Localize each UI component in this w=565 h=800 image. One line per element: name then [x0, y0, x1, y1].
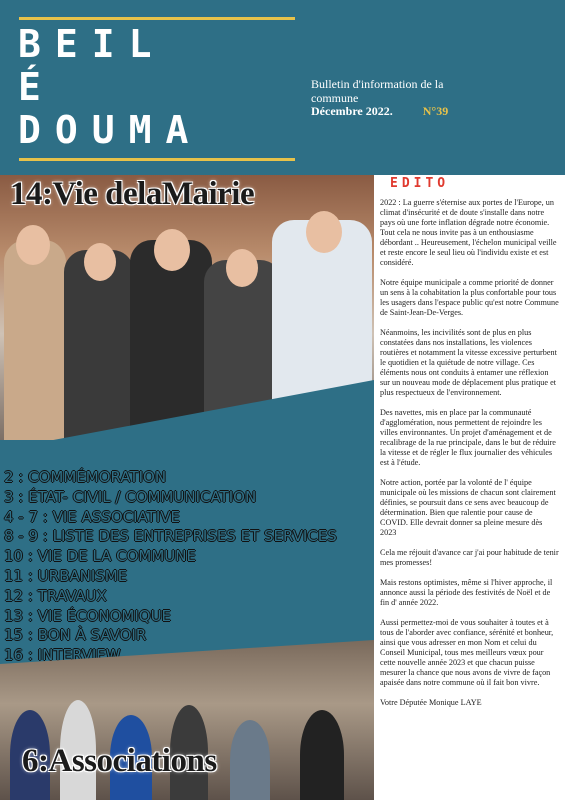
- issue-row: [311, 104, 448, 119]
- logo-line-1: BEIL: [18, 22, 166, 66]
- toc-item: 3 : ÉTAT- CIVIL / COMMUNICATION: [4, 487, 257, 506]
- edito-paragraph: Cela me réjouit d'avance car j'ai pour habitude de tenir mes promesses!: [380, 548, 559, 567]
- toc-item: 8 - 9 : LISTE DES ENTREPRISES ET SERVICES: [4, 527, 337, 546]
- masthead-bottom-rule: [19, 158, 295, 161]
- toc-item: 11 : URBANISME: [4, 566, 128, 585]
- edito-paragraph: Notre équipe municipale a comme priorité de donner un sens à la cohabitation la plus confortable pour tous les usagers dans l'espace public qu'est notre Commune de Saint-Jean-De-Verges.: [380, 278, 559, 317]
- toc-item: 4 - 7 : VIE ASSOCIATIVE: [4, 507, 180, 526]
- edito-paragraph: Notre action, portée par la volonté de l' équipe municipale où les missions de chacun sont clairement définies, se poursuit dans ce sens avec beaucoup de détermination. Bien que ralentie pour cause de COVID. Elle devrait donner sa pleine mesure dès 2023: [380, 478, 556, 537]
- edito-paragraph: Néanmoins, les incivilités sont de plus en plus constatées dans nos installations, les violences routières et notamment la vitesse excessive perturbent le quotidien et la quiétude de notre village. Ces éléments nous ont conduits à entamer une réflexion sur un nouveau mode de déplacement plus pratique et plus respectueux de l'environnement.: [380, 328, 557, 397]
- toc-item: 15 : BON À SAVOIR: [4, 626, 147, 645]
- table-of-contents: [4, 468, 376, 666]
- toc-item: 12 : TRAVAUX: [4, 586, 107, 605]
- edito-paragraph: Aussi permettez-moi de vous souhaiter à toutes et à tous de l'aborder avec confiance, sérénité et bonheur, ainsi que vous adresser en mon Nom et celui du Conseil Municipal, tous mes meilleurs vœux pour cette nouvelle année 2023 et que chacun puisse mesurer la chance que nous avons de vivre de façon apaisée dans notre commune où il fait bon vivre.: [380, 618, 554, 687]
- toc-item: 16 : INTERVIEW: [4, 646, 121, 665]
- edito-paragraph: Des navettes, mis en place par la communauté d'agglomération, nous permettent de rejoindre les villes environnantes. Un projet d'aménagement et de recalibrage de la rue principale, dans le but de réduire la vitesse et de régler le flux journalier des véhicules est à l'étude.: [380, 408, 556, 467]
- issue-date: Décembre 2022.: [311, 104, 393, 118]
- edito-paragraph: Mais restons optimistes, même si l'hiver approche, il annonce aussi la période des festivités de Noël et de fin d' année 2022.: [380, 578, 553, 607]
- feature-title-mairie: 14:Vie delaMairie: [10, 176, 255, 212]
- edito-paragraph: 2022 : La guerre s'éternise aux portes de l'Europe, un climat d'insécurité et de doute s'installe dans notre pays où une forte inflation dégrade notre économie. Tout cela ne nous invite pas à un enthousiasme débordant .. Heureusement, l'échelon municipal veille et reste encore le seul lieu où l'individu existe et est considéré.: [380, 198, 557, 267]
- edito-heading: EDITO: [390, 176, 450, 191]
- issue-number: N°39: [422, 104, 449, 118]
- edito-signature: Votre Députée Monique LAYE: [380, 698, 482, 707]
- bulletin-subtitle: Bulletin d'information de la commune: [311, 77, 444, 105]
- toc-item: 2 : COMMÉMORATION: [4, 468, 167, 486]
- masthead: [0, 0, 565, 175]
- logo-line-3: DOUMA: [18, 108, 203, 152]
- logo-line-2: É: [18, 65, 55, 109]
- masthead-top-rule: [19, 17, 295, 20]
- edito-body: [380, 198, 560, 718]
- toc-item: 13 : VIE ÉCONOMIQUE: [4, 606, 172, 625]
- toc-item: 10 : VIE DE LA COMMUNE: [4, 547, 196, 566]
- feature-title-associations: 6:Associations: [22, 743, 217, 779]
